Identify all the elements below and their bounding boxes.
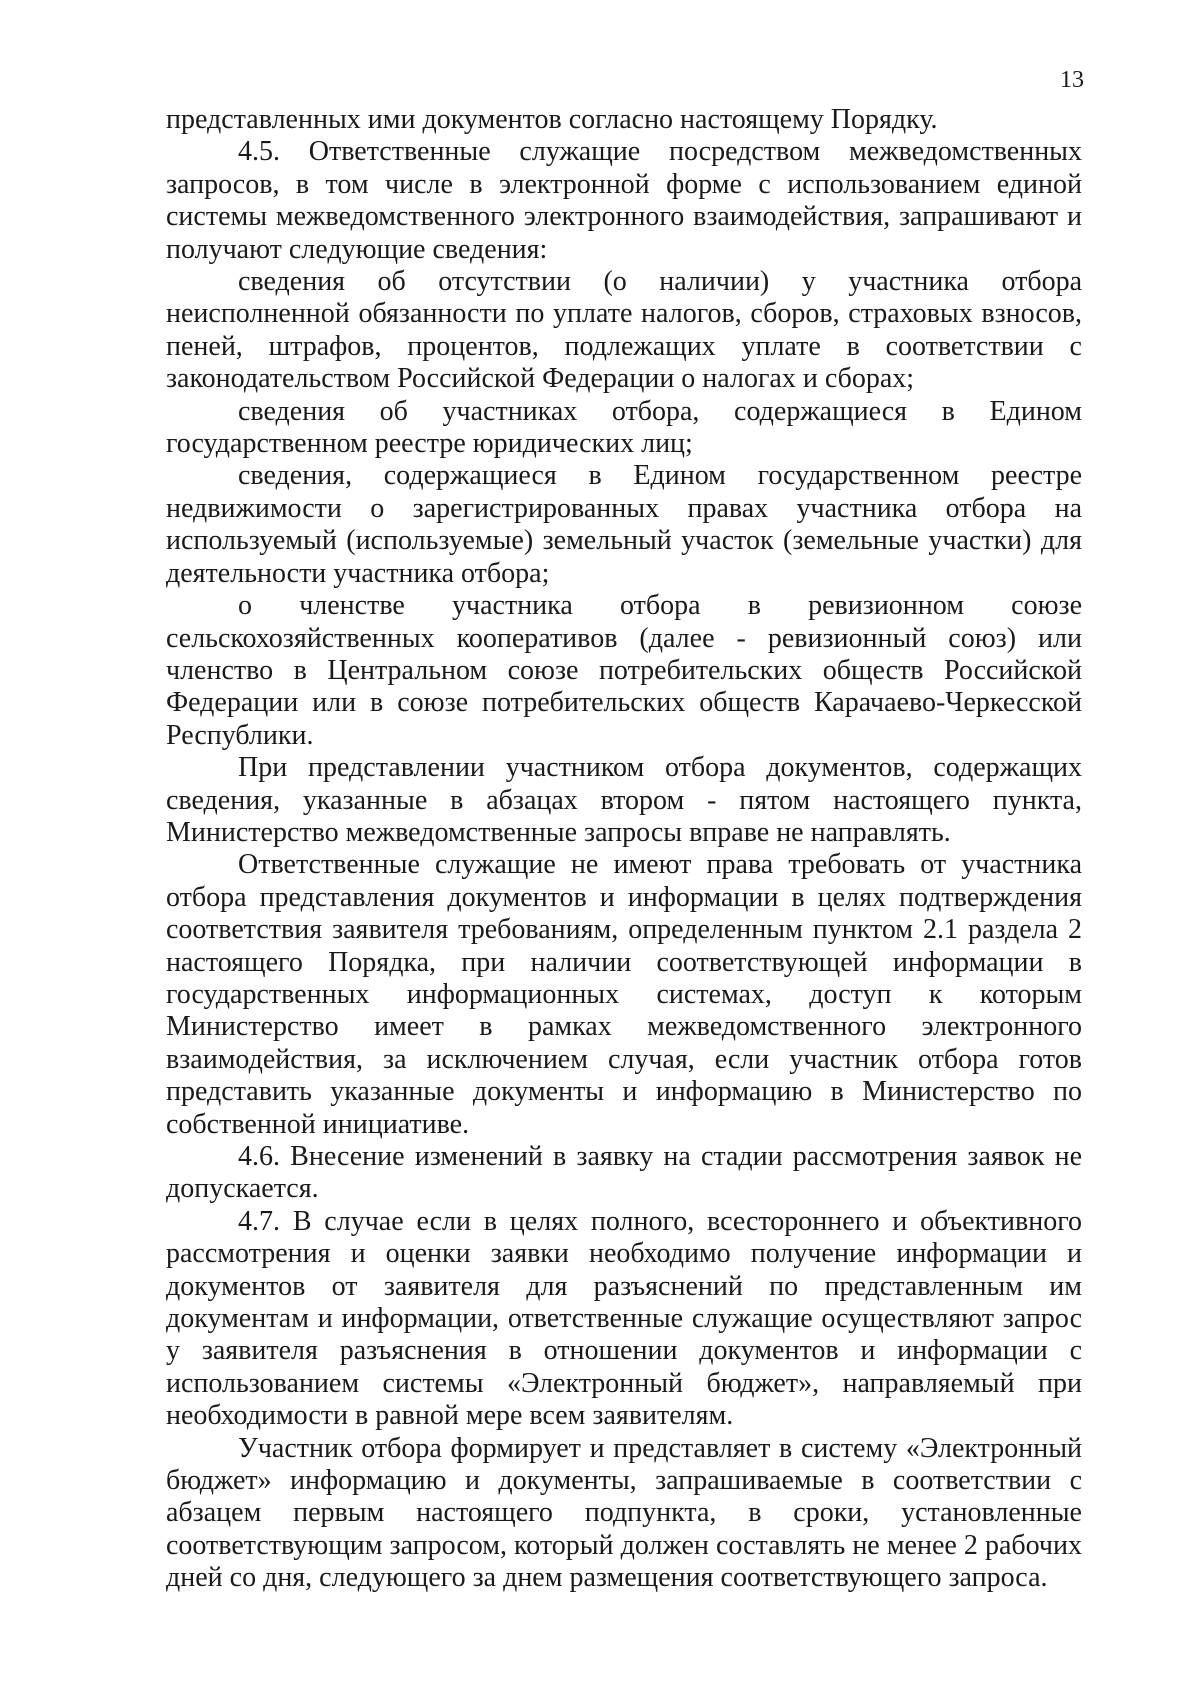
paragraph-4-6: 4.6. Внесение изменений в заявку на стадии рассмотрения заявок не допускается. <box>166 1141 1082 1205</box>
paragraph-continuation: представленных ими документов согласно настоящему Порядку. <box>166 104 938 135</box>
page-number: 13 <box>1060 67 1084 93</box>
paragraph-tax-info: сведения об отсутствии (о наличии) у участника отбора неисполненной обязанности по уплате налогов, сборов, страховых взносов, пеней, штрафов, процентов, подлежащих уплате в соответствии с законодательством Российской Федерации о налогах и сборах; <box>166 266 1082 395</box>
paragraph-4-5: 4.5. Ответственные служащие посредством межведомственных запросов, в том числе в электронной форме с использованием единой системы межведомственного электронного взаимодействия, запрашивают и получают следующие сведения: <box>166 136 1082 265</box>
paragraph-union-membership: о членстве участника отбора в ревизионном союзе сельскохозяйственных кооперативов (далее - ревизионный союз) или членство в Центральном союзе потребительских обществ Российской Федерации или в союзе потребительских обществ Карачаево-Черкесской Республики. <box>166 590 1082 751</box>
paragraph-4-7: 4.7. В случае если в целях полного, всестороннего и объективного рассмотрения и оценки заявки необходимо получение информации и документов от заявителя для разъяснений по представленным им документам и информации, ответственные служащие осуществляют запрос у заявителя разъяснения в отношении документов и информации с использованием системы «Электронный бюджет», направляемый при необходимости в равной мере всем заявителям. <box>166 1205 1082 1432</box>
paragraph-egrul-info: сведения об участниках отбора, содержащиеся в Едином государственном реестре юридических лиц; <box>166 395 1082 460</box>
paragraph-egrn-info: сведения, содержащиеся в Едином государственном реестре недвижимости о зарегистрированных правах участника отбора на используемый (используемые) земельный участок (земельные участки) для деятельности участника отбора; <box>166 460 1082 589</box>
paragraph-participant-submits: Участник отбора формирует и представляет в систему «Электронный бюджет» информацию и документы, запрашиваемые в соответствии с абзацем первым настоящего подпункта, в сроки, установленные соответствующим запросом, который должен составлять не менее 2 рабочих дней со дня, следующего за днем размещения соответствующего запроса. <box>166 1432 1082 1594</box>
document-body <box>166 104 1082 1595</box>
paragraph-no-right-to-require: Ответственные служащие не имеют права требовать от участника отбора представления документов и информации в целях подтверждения соответствия заявителя требованиям, определенным пунктом 2.1 раздела 2 настоящего Порядка, при наличии соответствующей информации в государственных информационных системах, доступ к которым Министерство имеет в рамках межведомственного электронного взаимодействия, за исключением случая, если участник отбора готов представить указанные документы и информацию в Министерство по собственной инициативе. <box>166 849 1082 1140</box>
paragraph-documents-submitted: При представлении участником отбора документов, содержащих сведения, указанные в абзацах втором - пятом настоящего пункта, Министерство межведомственные запросы вправе не направлять. <box>166 752 1082 848</box>
